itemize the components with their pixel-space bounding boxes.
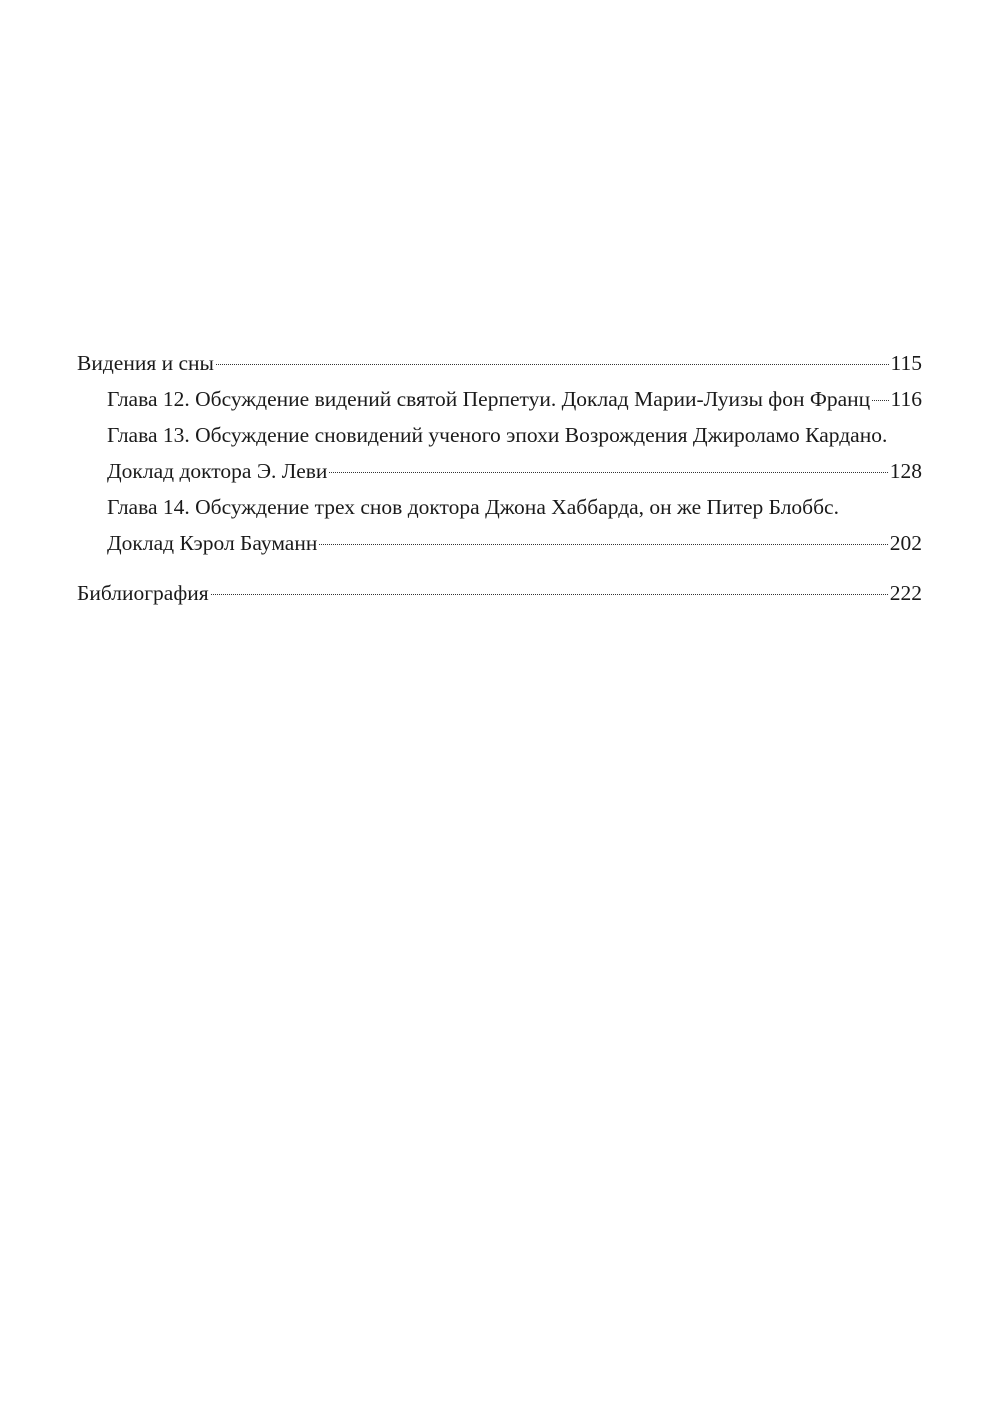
toc-entry-title: Доклад Кэрол Бауманн	[107, 531, 318, 555]
toc-entry-bibliography[interactable]	[77, 575, 922, 611]
toc-entry-row	[107, 453, 922, 489]
toc-page-number: 128	[889, 459, 922, 483]
toc-page-number: 202	[889, 531, 922, 555]
toc-page-number: 222	[889, 581, 922, 605]
toc-entry-visions-and-dreams[interactable]	[77, 345, 922, 381]
toc-entry-title-line: Глава 13. Обсуждение сновидений ученого эпохи Возрождения Джироламо Кардано.	[107, 423, 888, 447]
toc-entry-title-line: Глава 14. Обсуждение трех снов доктора Джона Хаббарда, он же Питер Блоббс.	[107, 495, 839, 519]
toc-entry-row	[77, 575, 922, 611]
toc-page-number: 116	[890, 387, 922, 411]
table-of-contents	[77, 345, 922, 611]
toc-entry-chapter-12[interactable]	[77, 381, 922, 417]
dot-leader	[319, 529, 887, 551]
toc-entry-title: Видения и сны	[77, 351, 214, 375]
toc-entry-title: Доклад доктора Э. Леви	[107, 459, 328, 483]
dot-leader	[872, 385, 888, 407]
dot-leader	[329, 457, 887, 479]
toc-entry-chapter-13[interactable]	[77, 417, 922, 489]
toc-entry-row	[107, 525, 922, 561]
toc-entry-title: Библиография	[77, 581, 209, 605]
toc-entry-chapter-14[interactable]	[77, 489, 922, 561]
toc-entry-title: Глава 12. Обсуждение видений святой Перпетуи. Доклад Марии-Луизы фон Франц	[107, 387, 871, 411]
dot-leader	[211, 579, 888, 601]
toc-entry-row	[77, 345, 922, 381]
dot-leader	[216, 349, 889, 371]
toc-entry-row	[107, 381, 922, 417]
toc-page-number: 115	[890, 351, 922, 375]
